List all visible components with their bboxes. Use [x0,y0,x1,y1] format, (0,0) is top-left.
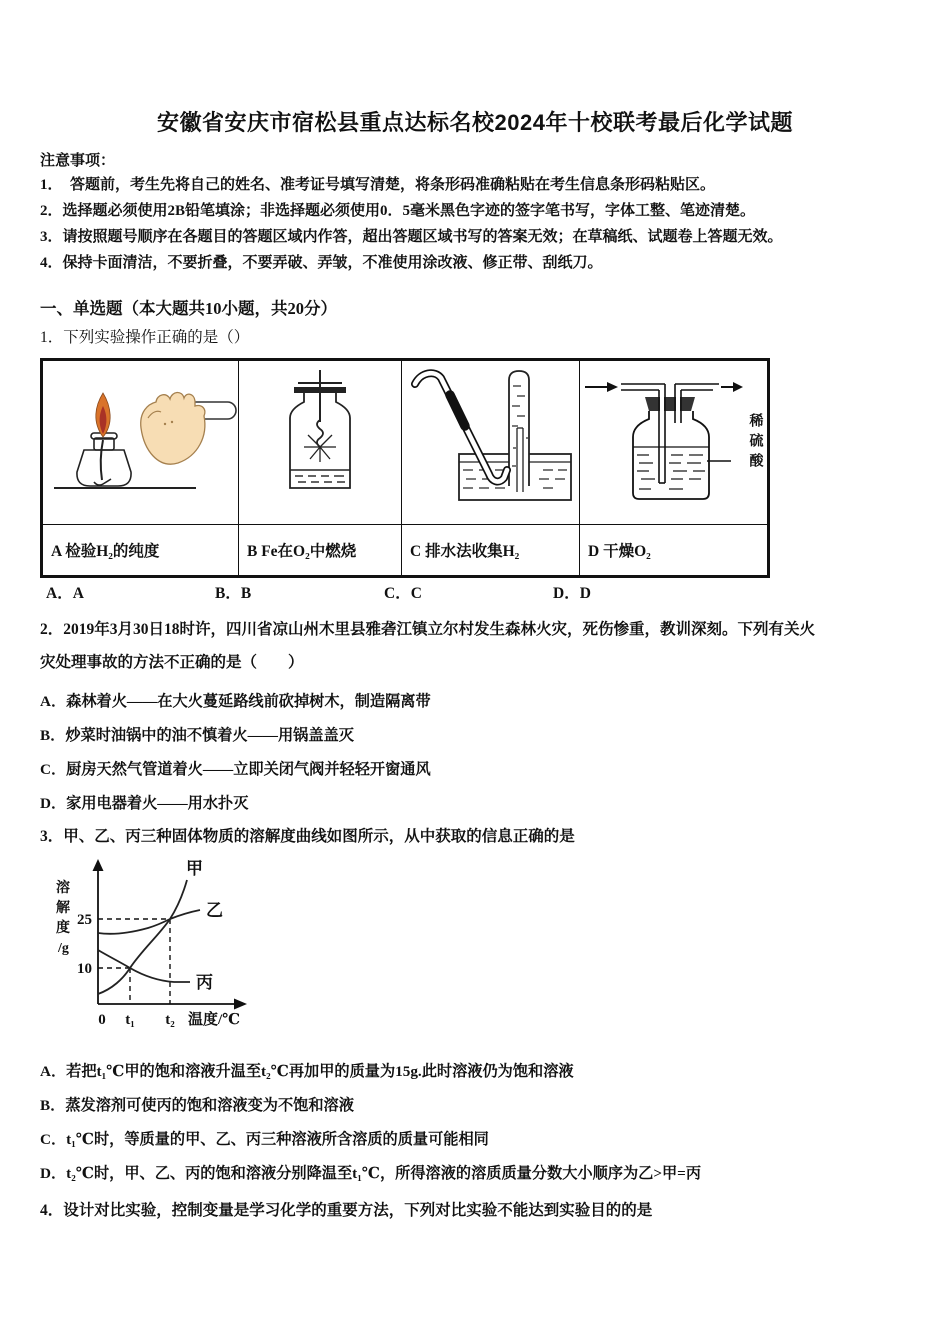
q1-options-row [40,583,910,604]
x-tick-t2: t₂ [165,1012,175,1028]
notes-heading: 注意事项： [40,153,116,169]
curve-jia [98,880,187,994]
y-axis-label-unit: /g [58,941,69,956]
q3-option-d: D．t₂℃时，甲、乙、丙的饱和溶液分别降温至t₁℃，所得溶液的溶质质量分数大小顺序为乙>甲=丙 [40,1165,702,1182]
inlet-outlet-pipes [621,384,719,390]
x-tick-t1: t₁ [125,1012,135,1028]
solubility-curve-chart [40,854,275,1039]
coiled-iron-wire [317,420,323,447]
question-3-stem: 3．甲、乙、丙三种固体物质的溶解度曲线如图所示，从中获取的信息正确的是 [40,828,575,845]
stopper [645,397,695,411]
q1-option-b: B．B [215,585,252,602]
y-axis-label-char-1: 溶 [56,881,70,896]
gas-drying-bottle-diagram [583,365,743,521]
q1-diagram-row [42,360,769,525]
y-tick-25: 25 [77,912,92,928]
dilute-sulfuric-acid-label: 稀硫酸 [747,412,763,473]
curve-bing-label: 丙 [196,973,213,992]
q1-option-c: C．C [384,585,422,602]
q2-option-c: C．厨房天然气管道着火——立即关闭气阀并轻轻开窗通风 [40,761,431,778]
q1-label-row [42,525,769,577]
q3-option-a: A．若把t₁℃甲的饱和溶液升温至t₂℃再加甲的质量为15g.此时溶液仍为饱和溶液 [40,1063,574,1080]
alcohol-lamp-hand-test-tube-diagram [44,362,241,518]
hand [141,392,205,464]
alcohol-lamp-body [77,450,131,486]
q2-option-a: A．森林着火——在大火蔓延路线前砍掉树木，制造隔离带 [40,693,431,710]
y-axis-label-char-2: 解 [56,901,70,916]
q1-cell-c-diagram [402,360,580,525]
q2-stem-line-2: 灾处理事故的方法不正确的是（ ） [40,654,304,671]
question-4-stem: 4．设计对比实验，控制变量是学习化学的重要方法，下列对比实验不能达到实验目的的是 [40,1202,653,1219]
arrow-out-icon [733,382,743,392]
rubber-connector [450,395,465,426]
q1-cell-d-diagram [580,360,769,525]
y-tick-10: 10 [77,961,92,977]
y-axis-label-char-3: 度 [56,921,70,936]
note-item-2: 2．选择题必须使用2B铅笔填涂；非选择题必须使用0．5毫米黑色字迹的签字笔书写，字体工整、笔迹清楚。 [40,203,756,219]
note-item-3: 3．请按照题号顺序在各题目的答题区域内作答，超出答题区域书写的答案无效；在草稿纸、试题卷上答题无效。 [40,229,783,245]
q1-option-d: D．D [553,585,591,602]
q1-cell-b-diagram [239,360,402,525]
water-dashes [295,476,345,482]
q3-option-b: B．蒸发溶剂可使丙的饱和溶液变为不饱和溶液 [40,1097,354,1114]
wick [101,440,103,480]
q2-option-d: D．家用电器着火——用水扑灭 [40,795,249,812]
q1-experiment-table [40,358,770,578]
acid-dashes [637,455,705,489]
iron-wire-burning-diagram [240,362,403,518]
y-axis-arrow-icon [93,859,104,871]
notes-section [40,150,910,276]
x-axis-arrow-icon [234,999,247,1010]
q1-cell-c-label: C 排水法收集H₂ [402,525,580,577]
q1-cell-a-label: A 检验H₂的纯度 [42,525,239,577]
curve-jia-label: 甲 [186,859,203,878]
q3-option-c: C．t₁℃时，等质量的甲、乙、丙三种溶液所含溶质的质量可能相同 [40,1131,489,1148]
section-1-heading: 一、单选题（本大题共10小题，共20分） [40,299,337,318]
curve-bing [98,950,190,982]
arrow-in-icon [607,382,618,392]
note-item-1: 1． 答题前，考生先将自己的姓名、准考证号填写清楚，将条形码准确粘贴在考生信息条形码粘贴区。 [40,177,716,193]
q2-stem-line-1: 2．2019年3月30日18时许，四川省凉山州木里县雅砻江镇立尔村发生森林火灾，死伤惨重，教训深刻。下列有关火 [40,621,816,638]
q1-cell-a-diagram [42,360,239,525]
q1-cell-b-label: B Fe在O₂中燃烧 [239,525,402,577]
q2-option-b: B．炒菜时油锅中的油不慎着火——用锅盖盖灭 [40,727,354,744]
question-1-stem: 1．下列实验操作正确的是（） [40,329,250,346]
question-2-stem [40,613,910,679]
x-axis-label: 温度/℃ [188,1012,241,1028]
note-item-4: 4．保持卡面清洁，不要折叠，不要弄破、弄皱，不准使用涂改液、修正带、刮纸刀。 [40,255,603,271]
x-tick-0: 0 [98,1012,106,1028]
page-title: 安徽省安庆市宿松县重点达标名校2024年十校联考最后化学试题 [157,110,793,135]
curve-yi [98,910,200,934]
q1-cell-d-label: D 干燥O₂ [580,525,769,577]
q1-option-a: A．A [46,585,84,602]
curve-yi-label: 乙 [206,901,223,920]
water-displacement-diagram [403,362,581,518]
